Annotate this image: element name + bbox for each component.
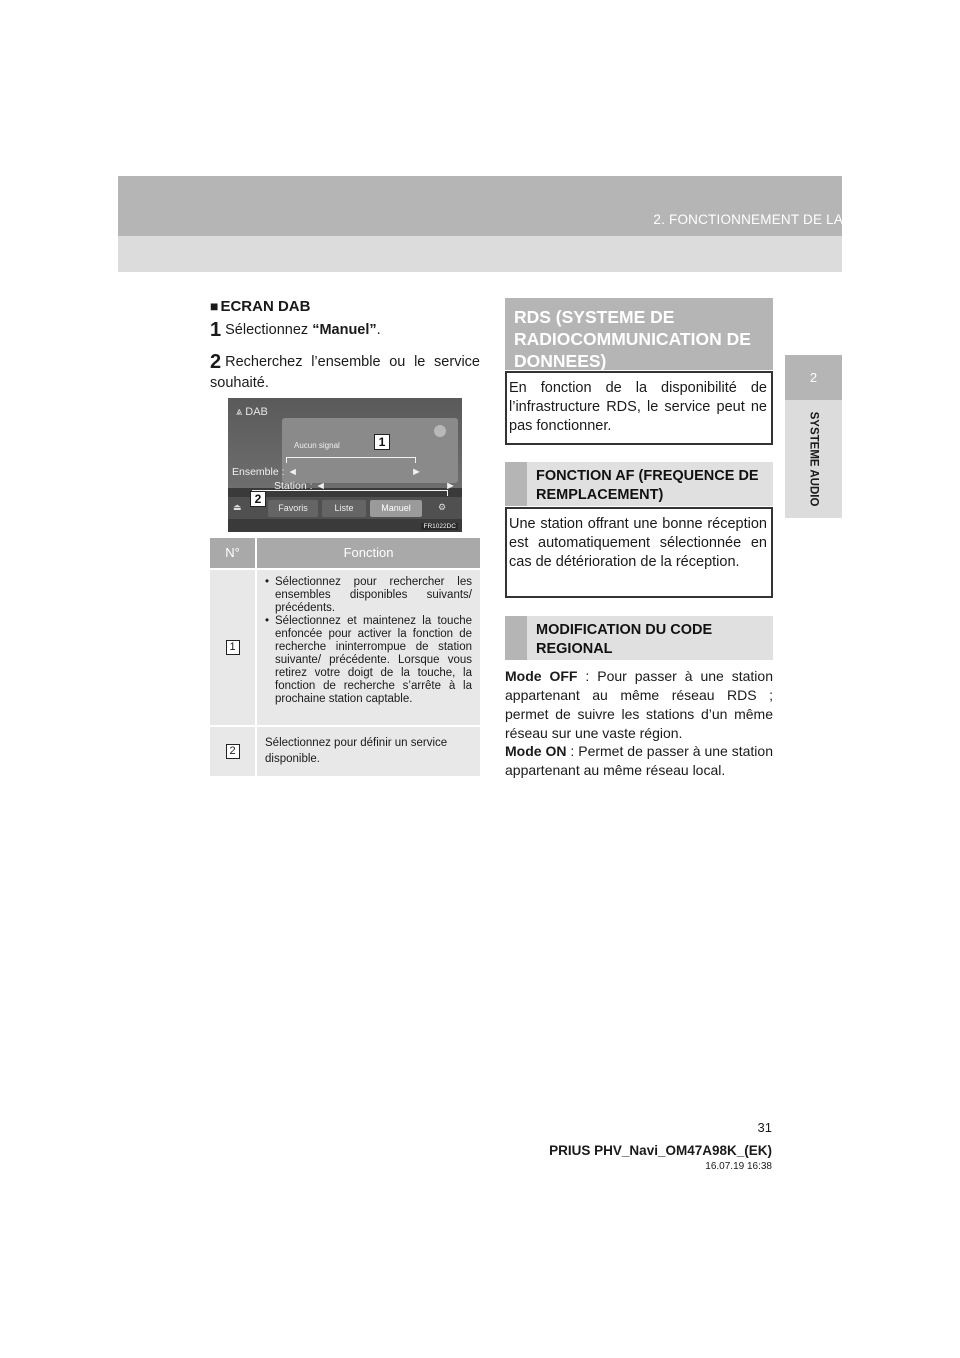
station-prev-icon: ◄ bbox=[312, 480, 326, 492]
row-number-cell bbox=[210, 727, 257, 776]
screen-btn-favoris: Favoris bbox=[268, 500, 318, 517]
mode-off-paragraph bbox=[505, 667, 773, 743]
row-number: 2 bbox=[226, 744, 240, 759]
step-1-bold: “Manuel” bbox=[312, 322, 377, 338]
screen-btn-liste: Liste bbox=[322, 500, 366, 517]
screen-info-panel bbox=[282, 418, 458, 483]
region-heading-tab bbox=[505, 616, 527, 660]
dab-screen-illustration bbox=[228, 398, 462, 532]
section-title bbox=[210, 298, 310, 315]
screen-dab-text: DAB bbox=[245, 406, 268, 418]
row-number: 1 bbox=[226, 640, 240, 655]
screen-station-label: Station : bbox=[274, 480, 313, 492]
rds-textbox: En fonction de la disponibilité de l’infrastructure RDS, le service peut ne pas fonctionner. bbox=[505, 373, 773, 445]
mode-off-text: : Pour passer à une station appartenant au même réseau RDS ; permet de suivre les stations d’un même réseau sur une vaste région. bbox=[505, 668, 773, 741]
screen-signal-text: Aucun signal bbox=[294, 441, 340, 450]
ensemble-next-icon: ► bbox=[411, 466, 422, 478]
document-title: PRIUS PHV_Navi_OM47A98K_(EK) bbox=[549, 1143, 772, 1158]
table-header bbox=[210, 538, 480, 568]
header-strip bbox=[118, 176, 842, 236]
rds-heading-text: RDS (SYSTEME DE RADIOCOMMUNICATION DE DONNEES) bbox=[514, 307, 751, 371]
section-title-text: ECRAN DAB bbox=[220, 298, 311, 315]
chapter-label bbox=[785, 400, 842, 518]
screen-ensemble-label: Ensemble : bbox=[232, 466, 285, 478]
table-row bbox=[210, 725, 480, 776]
chapter-title: 2. FONCTIONNEMENT DE LA RADIO bbox=[653, 212, 890, 227]
screen-dab-label bbox=[236, 406, 268, 419]
col-number-header: N° bbox=[210, 538, 257, 568]
mode-on-label: Mode ON bbox=[505, 743, 567, 759]
chapter-number-tab: 2 bbox=[785, 355, 842, 400]
region-heading bbox=[505, 616, 773, 660]
rds-heading bbox=[505, 298, 773, 370]
step-1-number: 1 bbox=[210, 319, 222, 341]
af-heading-text: FONCTION AF (FREQUENCE DE REMPLACEMENT) bbox=[536, 468, 759, 503]
function-table bbox=[210, 538, 480, 776]
bullet-item: • Sélectionnez pour rechercher les ensembles disponibles suivants/ précédents. bbox=[265, 576, 472, 615]
step-2 bbox=[210, 352, 480, 394]
chapter-label-text: SYSTEME AUDIO bbox=[807, 411, 820, 507]
screen-station-row bbox=[274, 480, 326, 492]
screen-ensemble-row bbox=[232, 466, 298, 478]
row-function-cell: Sélectionnez pour définir un service disponible. bbox=[265, 737, 448, 765]
step-1 bbox=[210, 320, 381, 341]
station-next-icon: ► bbox=[445, 480, 456, 492]
row-function-cell bbox=[257, 570, 480, 725]
mode-on-paragraph bbox=[505, 742, 773, 780]
step-2-text: Recherchez l’ensemble ou le service souhaité. bbox=[210, 354, 480, 391]
region-heading-text: MODIFICATION DU CODE REGIONAL bbox=[536, 622, 713, 657]
bullet-item: • Sélectionnez et maintenez la touche enfoncée pour activer la fonction de recherche ininterrompue de station suivante/ précédente. Lorsque vous retirez votre doigt de la touche, la fonction de recherche s’arrête à la prochaine station captable. bbox=[265, 615, 472, 706]
section-marker: ■ bbox=[210, 298, 219, 314]
image-code: FR1022DC bbox=[423, 523, 456, 530]
screen-settings-icon: ⚙ bbox=[438, 502, 447, 512]
mode-on-text: : Permet de passer à une station appartenant au même réseau local. bbox=[505, 743, 773, 778]
callout-1: 1 bbox=[374, 434, 390, 450]
af-textbox: Une station offrant une bonne réception est automatiquement sélectionnée en cas de détérioration de la réception. bbox=[505, 509, 773, 598]
af-heading-tab bbox=[505, 462, 527, 506]
table-row bbox=[210, 568, 480, 725]
document-date: 16.07.19 16:38 bbox=[705, 1161, 772, 1172]
callout-1-bracket bbox=[286, 457, 416, 463]
page-number: 31 bbox=[757, 1120, 772, 1135]
step-2-number: 2 bbox=[210, 351, 222, 373]
step-1-text: Sélectionnez bbox=[225, 322, 313, 338]
callout-2: 2 bbox=[250, 491, 266, 507]
step-1-end: . bbox=[376, 322, 381, 338]
row-number-cell bbox=[210, 570, 257, 725]
screen-source-icon: ⏏ bbox=[233, 502, 242, 512]
screen-btn-manuel: Manuel bbox=[370, 500, 422, 517]
af-heading bbox=[505, 462, 773, 506]
mode-off-label: Mode OFF bbox=[505, 668, 578, 684]
ensemble-prev-icon: ◄ bbox=[284, 466, 298, 478]
antenna-icon: ⩓ bbox=[236, 406, 246, 418]
screen-option-icon bbox=[434, 425, 446, 437]
col-function-header: Fonction bbox=[343, 545, 394, 560]
